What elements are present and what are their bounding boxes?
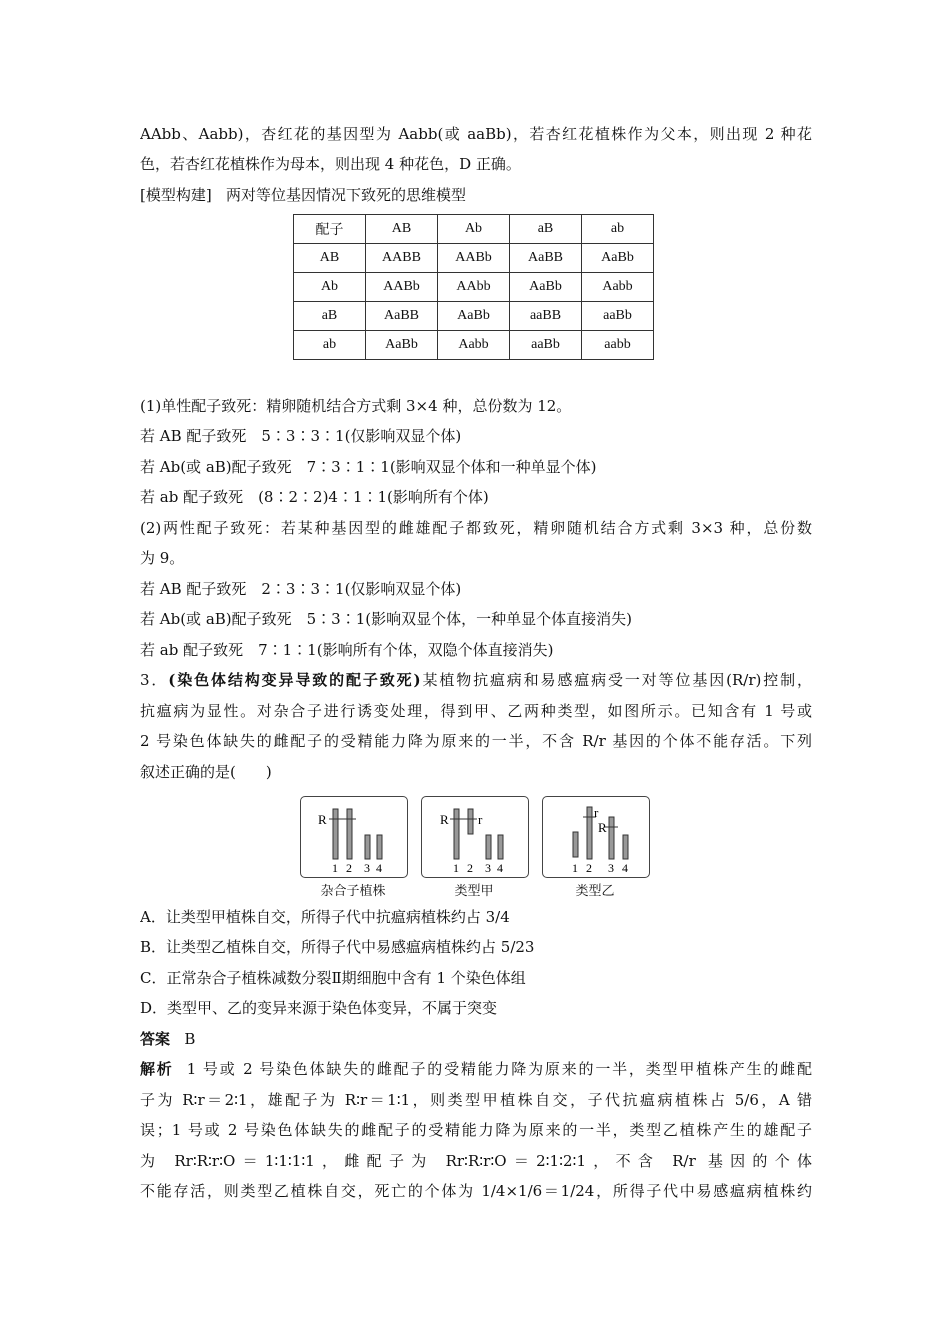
model-heading bbox=[140, 185, 812, 205]
chromosome-number: 3 bbox=[364, 861, 370, 875]
chromosome-4 bbox=[498, 835, 503, 859]
table-cell: AaBb bbox=[510, 273, 582, 302]
answer-label: 答案 bbox=[140, 1030, 171, 1048]
table-cell: AABb bbox=[438, 244, 510, 273]
caption-heterozygote: 杂合子植株 bbox=[320, 884, 386, 899]
table-cell: AB bbox=[294, 244, 366, 273]
chromosome-diagram-type-yi bbox=[543, 797, 649, 877]
model-tag: [模型构建] bbox=[140, 186, 212, 204]
chromosome-number: 1 bbox=[572, 861, 578, 875]
rule-double-AB: 若 AB 配子致死 2∶3∶3∶1(仅影响双显个体) bbox=[140, 580, 462, 598]
chromosome-diagram-heterozygote bbox=[301, 797, 407, 877]
option-B: B．让类型乙植株自交，所得子代中易感瘟病植株约占 5/23 bbox=[140, 938, 535, 956]
table-cell: AaBB bbox=[366, 302, 438, 331]
chromosome-3-translocation bbox=[609, 817, 614, 859]
chromosome-4 bbox=[623, 835, 628, 859]
table-cell: AAbb bbox=[438, 273, 510, 302]
chromosome-2 bbox=[587, 807, 592, 859]
table-row bbox=[294, 331, 654, 360]
chromosome-number: 4 bbox=[497, 861, 503, 875]
table-row bbox=[294, 302, 654, 331]
rule-double-1: (2)两性配子致死：若某种基因型的雌雄配子都致死，精卵随机结合方式剩 3×3 种，总份数 bbox=[140, 519, 812, 537]
caption-type-yi: 类型乙 bbox=[575, 884, 615, 899]
panel-heterozygote bbox=[300, 796, 408, 878]
table-row bbox=[294, 273, 654, 302]
gene-label-r: r bbox=[478, 812, 483, 827]
analysis-text: 1 号或 2 号染色体缺失的雌配子的受精能力降为原来的一半，类型甲植株产生的雌配 bbox=[186, 1060, 812, 1078]
gene-label-R: R bbox=[440, 812, 449, 827]
rule-single: (1)单性配子致死：精卵随机结合方式剩 3×4 种，总份数为 12。 bbox=[140, 397, 572, 415]
question-number: 3． bbox=[140, 671, 169, 689]
chromosome-number: 2 bbox=[467, 861, 473, 875]
rule-single-AB: 若 AB 配子致死 5∶3∶3∶1(仅影响双显个体) bbox=[140, 427, 462, 445]
rule-double-ab: 若 ab 配子致死 7∶1∶1(影响所有个体，双隐个体直接消失) bbox=[140, 641, 554, 659]
caption-type-jia: 类型甲 bbox=[454, 884, 494, 899]
question-line-2: 抗瘟病为显性。对杂合子进行诱变处理，得到甲、乙两种类型，如图所示。已知含有 1 号或 bbox=[140, 702, 812, 720]
intro-line-2: 色，若杏红花植株作为母本，则出现 4 种花色，D 正确。 bbox=[140, 155, 521, 173]
option-D: D．类型甲、乙的变异来源于染色体变异，不属于突变 bbox=[140, 999, 498, 1017]
option-C: C．正常杂合子植株减数分裂Ⅱ期细胞中含有 1 个染色体组 bbox=[140, 969, 526, 987]
chromosome-1 bbox=[454, 809, 459, 859]
table-header-cell: AB bbox=[366, 215, 438, 244]
chromosome-number: 1 bbox=[453, 861, 459, 875]
chromosome-4 bbox=[377, 835, 382, 859]
rule-double-2: 为 9。 bbox=[140, 549, 185, 567]
option-A: A．让类型甲植株自交，所得子代中抗瘟病植株约占 3/4 bbox=[140, 908, 510, 926]
question-line-3: 2 号染色体缺失的雌配子的受精能力降为原来的一半，不含 R/r 基因的个体不能存活。下列 bbox=[140, 732, 812, 750]
table-cell: aaBb bbox=[582, 302, 654, 331]
gamete-table bbox=[293, 214, 654, 360]
rule-single-Ab: 若 Ab(或 aB)配子致死 7∶3∶1∶1(影响双显个体和一种单显个体) bbox=[140, 458, 597, 476]
chromosome-3 bbox=[365, 835, 370, 859]
table-header-cell: aB bbox=[510, 215, 582, 244]
chromosome-number: 3 bbox=[608, 861, 614, 875]
gene-label-R: R bbox=[598, 820, 607, 835]
question-text: 某植物抗瘟病和易感瘟病受一对等位基因(R/r)控制， bbox=[420, 671, 812, 689]
table-cell: aB bbox=[294, 302, 366, 331]
chromosome-1 bbox=[333, 809, 338, 859]
answer-line bbox=[140, 1029, 812, 1049]
analysis-line-3: 误；1 号或 2 号染色体缺失的雌配子的受精能力降为原来的一半，类型乙植株产生的雄配子 bbox=[140, 1121, 812, 1139]
question-line-4: 叙述正确的是( ) bbox=[140, 763, 272, 781]
table-cell: Aabb bbox=[582, 273, 654, 302]
table-cell: aaBB bbox=[510, 302, 582, 331]
chromosome-number: 4 bbox=[622, 861, 628, 875]
gene-label-R: R bbox=[318, 812, 327, 827]
chromosome-diagram-type-jia bbox=[422, 797, 528, 877]
analysis-line-5: 不能存活，则类型乙植株自交，死亡的个体为 1/4×1/6＝1/24，所得子代中易感瘟病植株约 bbox=[140, 1182, 812, 1200]
gene-label-r: r bbox=[594, 805, 599, 820]
table-row bbox=[294, 244, 654, 273]
table-cell: aabb bbox=[582, 331, 654, 360]
table-cell: Ab bbox=[294, 273, 366, 302]
chromosome-number: 2 bbox=[586, 861, 592, 875]
question-line-1 bbox=[140, 670, 812, 690]
table-cell: AABB bbox=[366, 244, 438, 273]
analysis-line-2: 子为 R∶r＝2∶1，雄配子为 R∶r＝1∶1，则类型甲植株自交，子代抗瘟病植株占 5/6，A 错 bbox=[140, 1091, 812, 1109]
question-topic: (染色体结构变异导致的配子致死) bbox=[168, 671, 421, 689]
table-header-row bbox=[294, 215, 654, 244]
table-cell: ab bbox=[294, 331, 366, 360]
table-cell: AABb bbox=[366, 273, 438, 302]
model-title: 两对等位基因情况下致死的思维模型 bbox=[226, 186, 467, 204]
analysis-label: 解析 bbox=[140, 1060, 174, 1078]
panel-type-jia bbox=[421, 796, 529, 878]
table-cell: Aabb bbox=[438, 331, 510, 360]
table-cell: aaBb bbox=[510, 331, 582, 360]
table-cell: AaBb bbox=[438, 302, 510, 331]
chromosome-3 bbox=[486, 835, 491, 859]
panel-type-yi bbox=[542, 796, 650, 878]
table-header-cell: ab bbox=[582, 215, 654, 244]
analysis-line-1 bbox=[140, 1059, 812, 1079]
table-cell: AaBb bbox=[366, 331, 438, 360]
analysis-line-4: 为 Rr∶R∶r∶O＝1∶1∶1∶1，雌配子为 Rr∶R∶r∶O＝2∶1∶2∶1，不含 R/r 基因的个体 bbox=[140, 1152, 812, 1170]
answer-value: B bbox=[184, 1030, 196, 1048]
intro-line-1: AAbb、Aabb)，杏红花的基因型为 Aabb(或 aaBb)，若杏红花植株作为父本，则出现 2 种花 bbox=[140, 125, 812, 143]
chromosome-number: 3 bbox=[485, 861, 491, 875]
table-cell: AaBb bbox=[582, 244, 654, 273]
rule-double-Ab: 若 Ab(或 aB)配子致死 5∶3∶1(影响双显个体，一种单显个体直接消失) bbox=[140, 610, 632, 628]
chromosome-number: 2 bbox=[346, 861, 352, 875]
chromosome-2-deleted bbox=[468, 809, 473, 834]
chromosome-2 bbox=[347, 809, 352, 859]
table-cell: AaBB bbox=[510, 244, 582, 273]
table-header-cell: 配子 bbox=[294, 215, 366, 244]
chromosome-number: 4 bbox=[376, 861, 382, 875]
table-header-cell: Ab bbox=[438, 215, 510, 244]
rule-single-ab: 若 ab 配子致死 (8∶2∶2)4∶1∶1(影响所有个体) bbox=[140, 488, 489, 506]
chromosome-number: 1 bbox=[332, 861, 338, 875]
chromosome-1-deleted bbox=[573, 832, 578, 857]
